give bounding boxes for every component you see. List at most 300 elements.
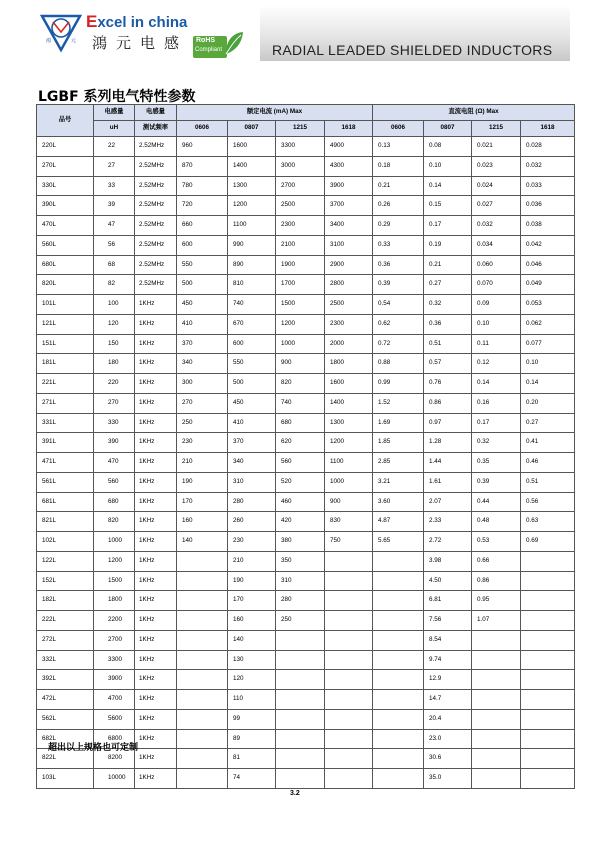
table-row <box>37 216 575 236</box>
table-cell: 2300 <box>325 314 373 334</box>
table-cell: 1300 <box>325 413 373 433</box>
table-cell: 0.13 <box>373 137 424 157</box>
table-cell: 2.52MHz <box>135 196 177 216</box>
table-cell: 1100 <box>325 453 373 473</box>
table-cell: 561L <box>37 472 94 492</box>
table-cell: 0.44 <box>472 492 521 512</box>
table-cell: 1KHz <box>135 729 177 749</box>
table-cell: 222L <box>37 611 94 631</box>
table-row <box>37 374 575 394</box>
table-cell: 3000 <box>276 156 325 176</box>
table-cell: 35.0 <box>424 769 472 789</box>
table-cell: 1.85 <box>373 433 424 453</box>
table-cell <box>373 630 424 650</box>
rohs-badge-label: RoHS <box>196 37 216 44</box>
table-cell: 470L <box>37 216 94 236</box>
table-cell: 0.29 <box>373 216 424 236</box>
table-cell <box>177 670 228 690</box>
table-cell: 220L <box>37 137 94 157</box>
table-cell: 1KHz <box>135 690 177 710</box>
table-cell: 0.53 <box>472 532 521 552</box>
table-cell: 450 <box>228 393 276 413</box>
table-cell <box>373 749 424 769</box>
table-row <box>37 314 575 334</box>
table-cell: 0.032 <box>472 216 521 236</box>
table-cell <box>472 690 521 710</box>
table-row <box>37 275 575 295</box>
table-cell: 0.034 <box>472 235 521 255</box>
table-cell <box>521 749 575 769</box>
table-cell: 900 <box>276 354 325 374</box>
table-cell: 1KHz <box>135 314 177 334</box>
spec-table-body <box>37 137 575 789</box>
table-cell: 0.070 <box>472 275 521 295</box>
table-cell <box>276 749 325 769</box>
table-cell: 9.74 <box>424 650 472 670</box>
table-cell: 0.57 <box>424 354 472 374</box>
table-cell: 4.50 <box>424 571 472 591</box>
table-cell <box>276 769 325 789</box>
table-cell: 1100 <box>228 216 276 236</box>
table-cell: 270 <box>94 393 135 413</box>
table-cell: 0.54 <box>373 295 424 315</box>
table-cell: 990 <box>228 235 276 255</box>
table-row <box>37 591 575 611</box>
table-cell: 340 <box>177 354 228 374</box>
table-cell: 0.76 <box>424 374 472 394</box>
table-cell: 0.14 <box>424 176 472 196</box>
table-row <box>37 255 575 275</box>
table-cell <box>325 611 373 631</box>
table-cell <box>325 769 373 789</box>
table-cell <box>177 729 228 749</box>
table-cell: 0.21 <box>373 176 424 196</box>
table-cell: 220 <box>94 374 135 394</box>
table-cell <box>325 650 373 670</box>
table-cell: 2000 <box>325 334 373 354</box>
col-header-size: 0807 <box>424 121 472 137</box>
table-cell: 332L <box>37 650 94 670</box>
table-cell: 1.44 <box>424 453 472 473</box>
table-row <box>37 630 575 650</box>
table-cell: 10000 <box>94 769 135 789</box>
col-header-size: 1618 <box>521 121 575 137</box>
table-cell <box>521 690 575 710</box>
table-cell: 1KHz <box>135 472 177 492</box>
table-cell: 3900 <box>325 176 373 196</box>
table-cell <box>177 611 228 631</box>
table-cell: 0.21 <box>424 255 472 275</box>
table-cell: 1.61 <box>424 472 472 492</box>
table-cell <box>177 571 228 591</box>
table-row <box>37 709 575 729</box>
table-cell: 1.07 <box>472 611 521 631</box>
table-cell: 4700 <box>94 690 135 710</box>
table-cell: 670 <box>228 314 276 334</box>
rohs-badge-sublabel: Compliant <box>195 47 223 53</box>
svg-text:鴻: 鴻 <box>46 38 52 44</box>
table-row <box>37 512 575 532</box>
table-cell: 1200 <box>228 196 276 216</box>
table-cell <box>373 591 424 611</box>
table-cell: 0.51 <box>424 334 472 354</box>
table-cell: 151L <box>37 334 94 354</box>
table-cell <box>521 670 575 690</box>
table-cell: 1KHz <box>135 630 177 650</box>
table-cell: 562L <box>37 709 94 729</box>
table-cell <box>472 709 521 729</box>
table-cell: 820 <box>94 512 135 532</box>
table-cell: 121L <box>37 314 94 334</box>
table-cell <box>177 749 228 769</box>
table-cell <box>521 729 575 749</box>
table-cell: 0.046 <box>521 255 575 275</box>
table-row <box>37 670 575 690</box>
table-cell: 4300 <box>325 156 373 176</box>
table-cell: 230 <box>228 532 276 552</box>
table-cell: 330 <box>94 413 135 433</box>
table-cell: 0.66 <box>472 551 521 571</box>
table-cell: 100 <box>94 295 135 315</box>
table-cell: 890 <box>228 255 276 275</box>
table-cell: 560 <box>276 453 325 473</box>
table-cell: 27 <box>94 156 135 176</box>
table-cell <box>325 729 373 749</box>
table-cell: 310 <box>276 571 325 591</box>
table-cell: 1200 <box>325 433 373 453</box>
table-cell: 821L <box>37 512 94 532</box>
table-cell <box>521 630 575 650</box>
table-cell: 500 <box>177 275 228 295</box>
table-cell: 0.10 <box>472 314 521 334</box>
table-cell: 2.52MHz <box>135 156 177 176</box>
table-cell: 331L <box>37 413 94 433</box>
table-cell: 1600 <box>228 137 276 157</box>
col-header-inductance-unit: uH <box>94 121 135 137</box>
table-cell: 600 <box>177 235 228 255</box>
table-cell: 1300 <box>228 176 276 196</box>
table-cell: 0.036 <box>521 196 575 216</box>
table-cell: 2.52MHz <box>135 137 177 157</box>
table-cell: 0.077 <box>521 334 575 354</box>
table-cell <box>472 729 521 749</box>
table-row <box>37 433 575 453</box>
table-cell: 260 <box>228 512 276 532</box>
table-cell: 810 <box>228 275 276 295</box>
table-cell: 1500 <box>94 571 135 591</box>
table-cell: 2.72 <box>424 532 472 552</box>
table-cell: 340 <box>228 453 276 473</box>
table-cell: 900 <box>325 492 373 512</box>
table-cell: 2100 <box>276 235 325 255</box>
table-cell: 740 <box>276 393 325 413</box>
table-cell: 221L <box>37 374 94 394</box>
table-cell: 270L <box>37 156 94 176</box>
spec-table <box>36 104 575 789</box>
table-row <box>37 413 575 433</box>
table-cell: 2.52MHz <box>135 176 177 196</box>
table-cell: 0.049 <box>521 275 575 295</box>
col-header-size: 0606 <box>177 121 228 137</box>
table-cell: 0.33 <box>373 235 424 255</box>
table-row <box>37 196 575 216</box>
table-cell: 170 <box>177 492 228 512</box>
table-cell: 410 <box>228 413 276 433</box>
table-cell: 1800 <box>325 354 373 374</box>
table-cell: 1000 <box>276 334 325 354</box>
table-cell <box>276 729 325 749</box>
table-cell: 1KHz <box>135 393 177 413</box>
brand-name-cn: 鴻元电感 <box>92 34 189 52</box>
table-cell: 81 <box>228 749 276 769</box>
table-cell: 250 <box>177 413 228 433</box>
table-cell: 1KHz <box>135 374 177 394</box>
table-cell: 0.032 <box>521 156 575 176</box>
table-cell: 620 <box>276 433 325 453</box>
table-cell: 370 <box>177 334 228 354</box>
table-cell: 0.038 <box>521 216 575 236</box>
table-cell <box>276 670 325 690</box>
table-cell: 680 <box>94 492 135 512</box>
table-cell: 1000 <box>325 472 373 492</box>
table-cell: 68 <box>94 255 135 275</box>
table-cell: 33 <box>94 176 135 196</box>
table-row <box>37 472 575 492</box>
table-cell: 190 <box>177 472 228 492</box>
table-cell: 2.52MHz <box>135 216 177 236</box>
table-cell: 390L <box>37 196 94 216</box>
table-cell: 4900 <box>325 137 373 157</box>
table-cell: 0.16 <box>472 393 521 413</box>
table-cell <box>373 769 424 789</box>
col-header-size: 0807 <box>228 121 276 137</box>
table-cell: 102L <box>37 532 94 552</box>
table-cell: 0.63 <box>521 512 575 532</box>
table-cell: 2700 <box>276 176 325 196</box>
table-cell <box>472 769 521 789</box>
page-number: 3.2 <box>290 790 300 797</box>
table-cell <box>177 551 228 571</box>
table-cell: 1400 <box>325 393 373 413</box>
table-cell: 870 <box>177 156 228 176</box>
table-cell: 0.15 <box>424 196 472 216</box>
table-cell: 23.0 <box>424 729 472 749</box>
table-cell: 2200 <box>94 611 135 631</box>
table-cell: 47 <box>94 216 135 236</box>
table-cell: 0.17 <box>424 216 472 236</box>
table-cell: 39 <box>94 196 135 216</box>
col-header-inductance: 电感量 <box>94 105 135 121</box>
table-cell: 471L <box>37 453 94 473</box>
table-row <box>37 137 575 157</box>
table-cell: 2.52MHz <box>135 235 177 255</box>
table-cell <box>472 630 521 650</box>
table-cell: 0.10 <box>424 156 472 176</box>
table-cell: 560L <box>37 235 94 255</box>
table-cell: 1KHz <box>135 512 177 532</box>
table-cell: 0.10 <box>521 354 575 374</box>
table-cell: 2.33 <box>424 512 472 532</box>
table-cell: 20.4 <box>424 709 472 729</box>
table-cell: 681L <box>37 492 94 512</box>
table-cell <box>373 571 424 591</box>
brand-name: Excel in china <box>86 12 188 31</box>
table-cell: 0.11 <box>472 334 521 354</box>
table-cell: 2300 <box>276 216 325 236</box>
col-header-size: 1215 <box>276 121 325 137</box>
table-cell: 0.35 <box>472 453 521 473</box>
table-cell: 682L <box>37 729 94 749</box>
table-row <box>37 393 575 413</box>
table-cell: 0.09 <box>472 295 521 315</box>
table-cell: 330L <box>37 176 94 196</box>
table-cell: 1KHz <box>135 749 177 769</box>
table-cell: 2.85 <box>373 453 424 473</box>
table-cell: 0.86 <box>424 393 472 413</box>
table-cell: 0.46 <box>521 453 575 473</box>
table-cell: 271L <box>37 393 94 413</box>
table-cell: 1500 <box>276 295 325 315</box>
table-cell: 0.36 <box>373 255 424 275</box>
table-cell: 0.021 <box>472 137 521 157</box>
svg-text:元: 元 <box>71 38 77 44</box>
table-cell: 230 <box>177 433 228 453</box>
table-cell: 420 <box>276 512 325 532</box>
col-header-size: 0606 <box>373 121 424 137</box>
table-cell: 122L <box>37 551 94 571</box>
table-cell: 6800 <box>94 729 135 749</box>
table-cell <box>373 670 424 690</box>
table-cell: 272L <box>37 630 94 650</box>
table-cell: 0.024 <box>472 176 521 196</box>
table-cell <box>325 591 373 611</box>
table-cell <box>373 729 424 749</box>
table-cell: 410 <box>177 314 228 334</box>
col-header-size: 1215 <box>472 121 521 137</box>
table-cell: 2.52MHz <box>135 255 177 275</box>
table-row <box>37 650 575 670</box>
table-cell: 680 <box>276 413 325 433</box>
table-cell: 8.54 <box>424 630 472 650</box>
table-cell <box>325 571 373 591</box>
table-cell: 2700 <box>94 630 135 650</box>
table-cell: 0.99 <box>373 374 424 394</box>
table-row <box>37 354 575 374</box>
table-cell: 0.042 <box>521 235 575 255</box>
table-row <box>37 295 575 315</box>
table-cell: 472L <box>37 690 94 710</box>
table-cell: 1600 <box>325 374 373 394</box>
table-cell: 2900 <box>325 255 373 275</box>
table-cell: 180 <box>94 354 135 374</box>
table-cell: 140 <box>177 532 228 552</box>
table-cell: 0.17 <box>472 413 521 433</box>
table-cell: 6.81 <box>424 591 472 611</box>
table-cell: 1KHz <box>135 611 177 631</box>
table-cell: 0.39 <box>373 275 424 295</box>
table-cell: 300 <box>177 374 228 394</box>
table-cell: 0.72 <box>373 334 424 354</box>
table-row <box>37 334 575 354</box>
table-cell: 1.28 <box>424 433 472 453</box>
table-cell: 120 <box>94 314 135 334</box>
table-cell: 0.48 <box>472 512 521 532</box>
table-cell: 56 <box>94 235 135 255</box>
table-cell: 2500 <box>325 295 373 315</box>
table-cell: 280 <box>276 591 325 611</box>
col-header-test-frequency: 测试频率 <box>135 121 177 137</box>
table-cell: 750 <box>325 532 373 552</box>
table-cell: 210 <box>228 551 276 571</box>
table-cell <box>276 690 325 710</box>
table-cell: 0.56 <box>521 492 575 512</box>
table-cell: 30.6 <box>424 749 472 769</box>
table-cell: 0.062 <box>521 314 575 334</box>
table-cell: 2.52MHz <box>135 275 177 295</box>
table-cell: 181L <box>37 354 94 374</box>
table-cell: 0.39 <box>472 472 521 492</box>
table-cell <box>472 749 521 769</box>
header-row-1 <box>37 105 575 121</box>
table-cell <box>177 650 228 670</box>
table-cell: 0.14 <box>472 374 521 394</box>
table-cell <box>325 551 373 571</box>
header-row-2 <box>37 121 575 137</box>
table-cell: 830 <box>325 512 373 532</box>
table-cell: 460 <box>276 492 325 512</box>
table-cell: 1KHz <box>135 709 177 729</box>
table-cell: 0.023 <box>472 156 521 176</box>
table-cell: 0.51 <box>521 472 575 492</box>
table-cell: 450 <box>177 295 228 315</box>
table-cell: 1KHz <box>135 532 177 552</box>
table-cell: 550 <box>177 255 228 275</box>
table-cell: 2500 <box>276 196 325 216</box>
table-cell: 0.27 <box>521 413 575 433</box>
table-cell: 0.12 <box>472 354 521 374</box>
table-cell: 99 <box>228 709 276 729</box>
table-cell: 150 <box>94 334 135 354</box>
table-cell: 0.95 <box>472 591 521 611</box>
table-cell: 3.60 <box>373 492 424 512</box>
table-cell: 780 <box>177 176 228 196</box>
table-cell <box>521 650 575 670</box>
table-cell: 0.19 <box>424 235 472 255</box>
table-cell: 0.86 <box>472 571 521 591</box>
table-cell <box>177 709 228 729</box>
table-cell <box>472 670 521 690</box>
table-cell: 0.26 <box>373 196 424 216</box>
table-cell <box>177 591 228 611</box>
table-cell: 210 <box>177 453 228 473</box>
table-row <box>37 156 575 176</box>
table-cell: 182L <box>37 591 94 611</box>
table-cell: 14.7 <box>424 690 472 710</box>
table-cell: 1200 <box>94 551 135 571</box>
table-cell <box>521 769 575 789</box>
table-cell: 190 <box>228 571 276 591</box>
table-cell: 0.060 <box>472 255 521 275</box>
page-header <box>0 0 596 70</box>
table-cell <box>276 650 325 670</box>
rohs-badge <box>193 36 227 58</box>
table-cell: 1200 <box>276 314 325 334</box>
table-cell <box>521 709 575 729</box>
table-row <box>37 611 575 631</box>
table-cell: 0.41 <box>521 433 575 453</box>
leaf-icon <box>223 30 245 56</box>
table-cell: 3300 <box>276 137 325 157</box>
